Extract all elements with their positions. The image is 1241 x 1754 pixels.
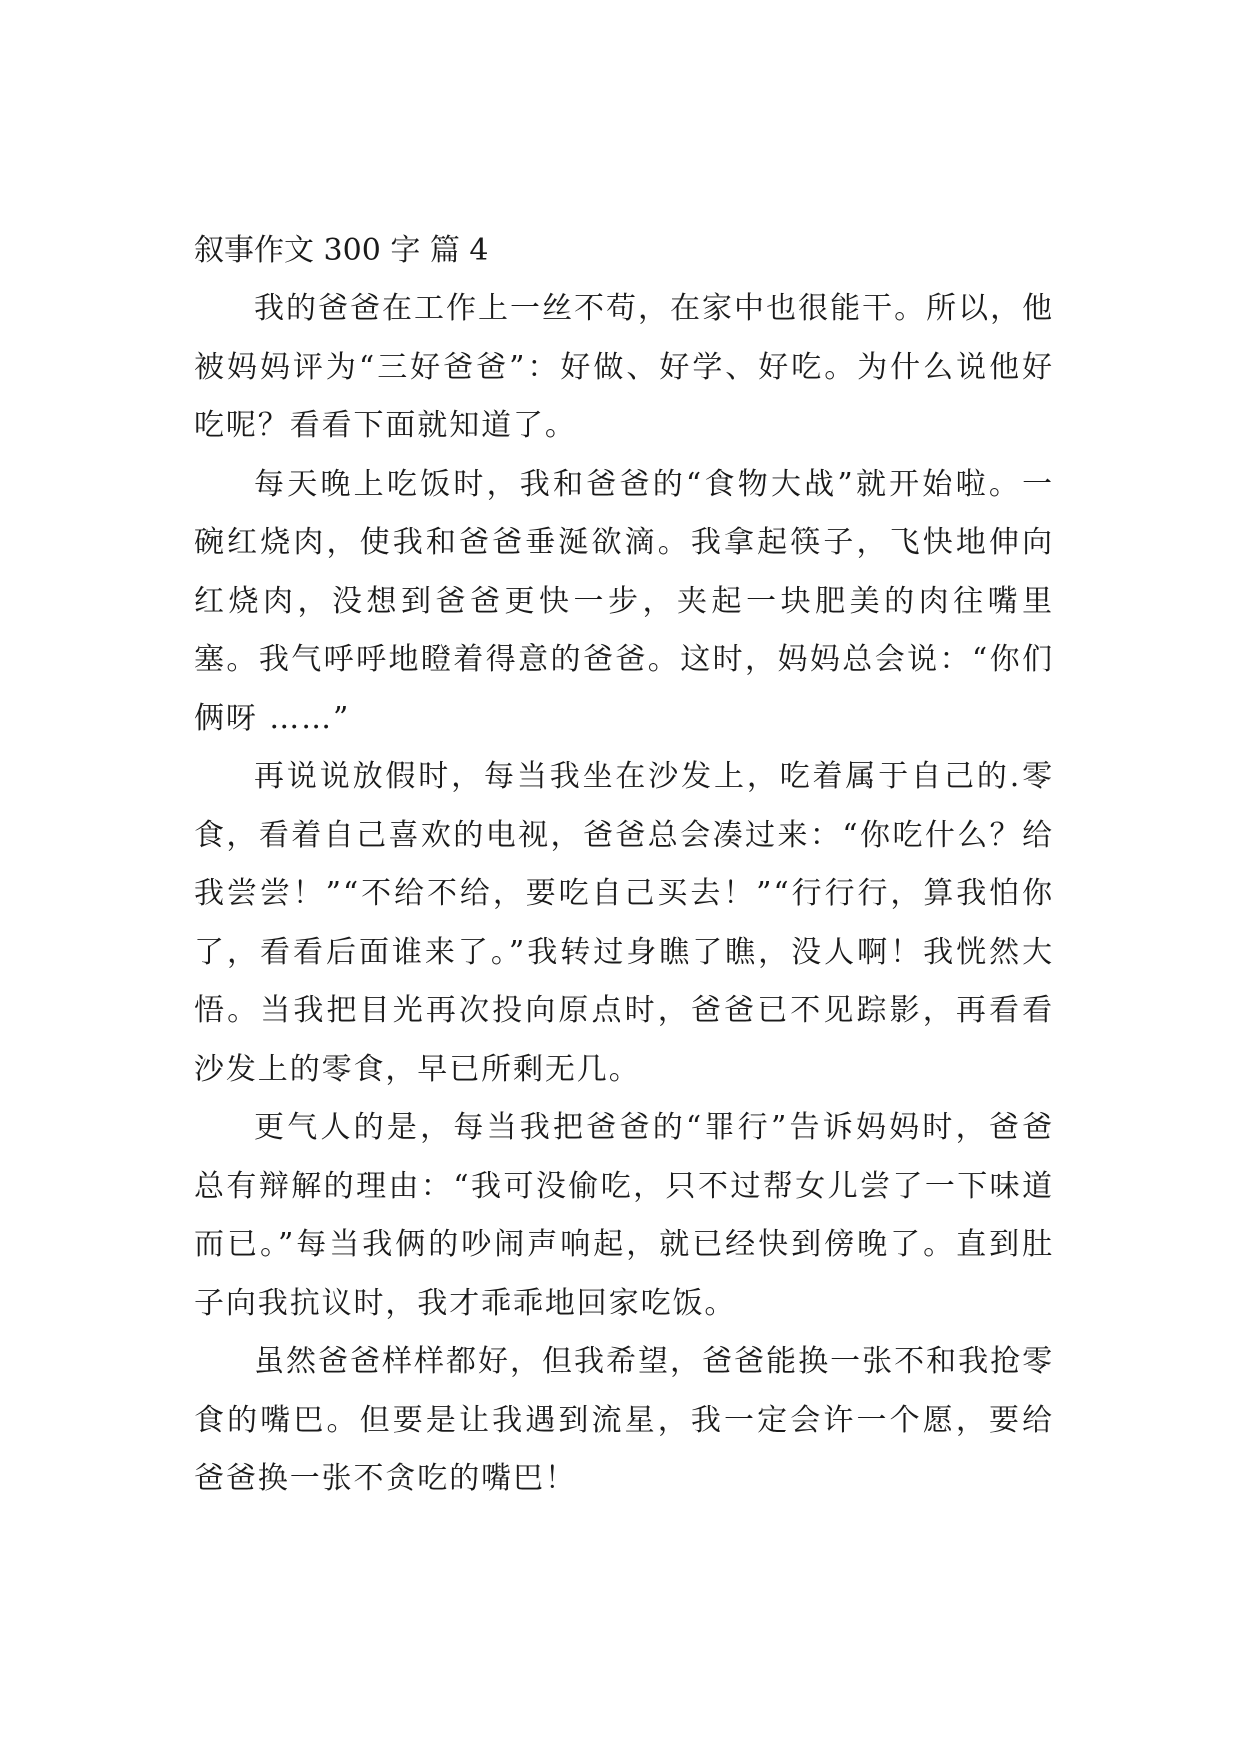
document-body <box>194 222 1054 1509</box>
essay-title: 叙事作文 300 字 篇 4 <box>194 233 489 268</box>
paragraph-4: 更气人的是，每当我把爸爸的“罪行”告诉妈妈时，爸爸总有辩解的理由：“我可没偷吃，只不过帮女儿尝了一下味道而已。”每当我俩的吵闹声响起，就已经快到傍晚了。直到肚子向我抗议时，我才乖乖地回家吃饭。 <box>194 1110 1054 1321</box>
paragraph-1: 我的爸爸在工作上一丝不苟，在家中也很能干。所以，他被妈妈评为“三好爸爸”：好做、好学、好吃。为什么说他好吃呢？看看下面就知道了。 <box>194 291 1054 443</box>
paragraph-3: 再说说放假时，每当我坐在沙发上，吃着属于自己的.零食，看着自己喜欢的电视，爸爸总会凑过来：“你吃什么？给我尝尝！”“不给不给，要吃自己买去！”“行行行，算我怕你了，看看后面谁来了。”我转过身瞧了瞧，没人啊！我恍然大悟。当我把目光再次投向原点时，爸爸已不见踪影，再看看沙发上的零食，早已所剩无几。 <box>194 759 1054 1087</box>
paragraph-2: 每天晚上吃饭时，我和爸爸的“食物大战”就开始啦。一碗红烧肉，使我和爸爸垂涎欲滴。我拿起筷子，飞快地伸向红烧肉，没想到爸爸更快一步，夹起一块肥美的肉往嘴里塞。我气呼呼地瞪着得意的爸爸。这时，妈妈总会说：“你们俩呀 ……” <box>194 466 1054 736</box>
paragraph-5: 虽然爸爸样样都好，但我希望，爸爸能换一张不和我抢零食的嘴巴。但要是让我遇到流星，我一定会许一个愿，要给爸爸换一张不贪吃的嘴巴！ <box>194 1344 1054 1496</box>
